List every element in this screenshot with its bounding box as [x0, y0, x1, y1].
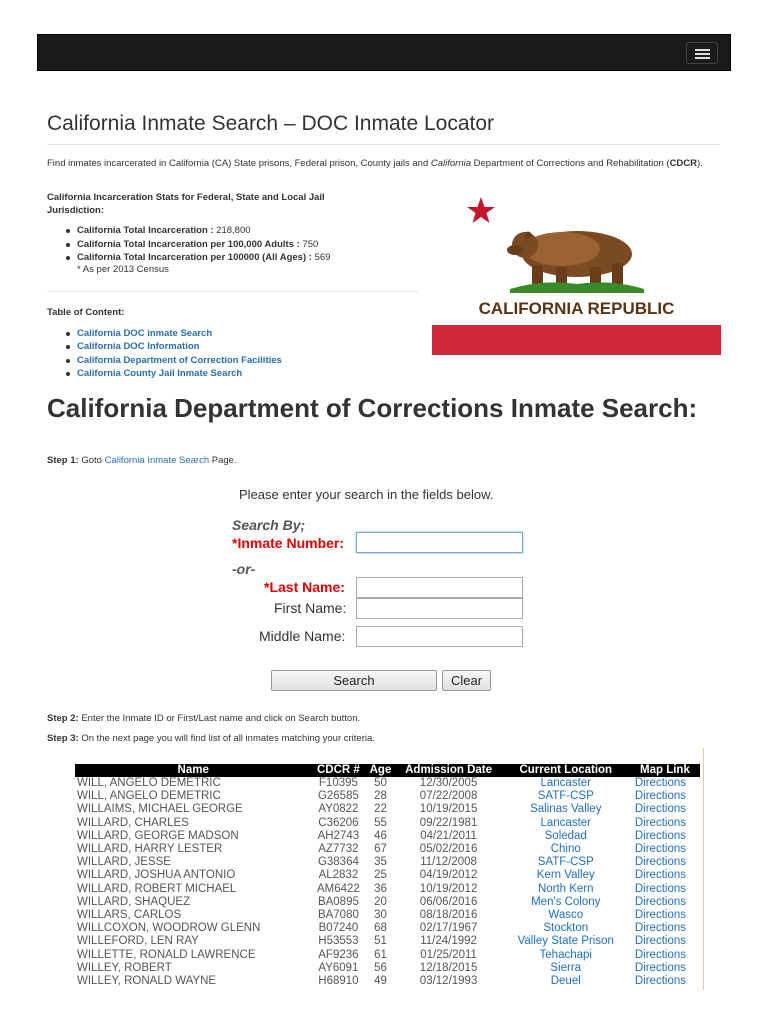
admission-date-cell: 08/18/2016 [419, 909, 478, 922]
table-row [75, 830, 700, 843]
map-directions-link[interactable]: Directions [634, 777, 686, 789]
table-row [75, 790, 700, 803]
or-label: -or- [232, 561, 256, 577]
cdcr-number-cell: AY6091 [318, 961, 359, 974]
inmate-name-cell: WILLEY, RONALD WAYNE [77, 975, 217, 988]
inmate-name-cell: WILLCOXON, WOODROW GLENN [77, 922, 261, 935]
map-directions-link[interactable]: Directions [634, 961, 686, 974]
age-cell: 20 [374, 895, 387, 908]
inmate-name-cell: WILLARD, JESSE [77, 856, 171, 869]
inmate-name-cell: WILLEFORD, LEN RAY [77, 935, 199, 948]
map-directions-link[interactable]: Directions [634, 843, 686, 856]
age-cell: 36 [374, 882, 387, 895]
form-title: Please enter your search in the fields below. [239, 487, 494, 502]
map-directions-link[interactable]: Directions [634, 803, 686, 816]
cdcr-number-cell: B07240 [318, 922, 359, 935]
toc-link-facilities[interactable]: California Department of Correction Facilities [77, 354, 282, 366]
list-item: California Total Incarceration per 100,000 Adults : 750 [66, 238, 330, 252]
inmate-name-cell: WILLARD, JOSHUA ANTONIO [77, 869, 236, 882]
current-location-link[interactable]: Lancaster [540, 777, 592, 789]
svg-text:CALIFORNIA REPUBLIC: CALIFORNIA REPUBLIC [478, 299, 675, 318]
cdcr-number-cell: G26585 [317, 790, 359, 803]
table-row [75, 935, 700, 948]
search-by-label: Search By; [232, 517, 306, 533]
cdcr-number-cell: F10395 [318, 777, 358, 789]
clear-button[interactable]: Clear [442, 670, 491, 691]
table-row [75, 949, 700, 962]
map-directions-link[interactable]: Directions [634, 790, 686, 803]
middle-name-label: Middle Name: [259, 628, 346, 644]
search-button[interactable]: Search [271, 670, 437, 691]
table-row [75, 909, 700, 922]
inmate-name-cell: WILL, ANGELO DEMETRIC [77, 790, 221, 803]
admission-date-cell: 01/25/2011 [420, 948, 477, 961]
top-navbar [37, 34, 731, 71]
age-cell: 22 [374, 803, 387, 816]
hamburger-menu-icon[interactable] [686, 42, 718, 64]
column-header: Current Location [502, 764, 630, 777]
age-cell: 30 [374, 909, 387, 922]
table-row [75, 922, 700, 935]
inmate-name-cell: WILLARD, HARRY LESTER [77, 843, 223, 856]
stats-list [66, 224, 330, 265]
table-row [75, 856, 700, 869]
current-location-link[interactable]: SATF-CSP [537, 790, 594, 803]
map-directions-link[interactable]: Directions [634, 869, 686, 882]
map-directions-link[interactable]: Directions [634, 948, 686, 961]
map-directions-link[interactable]: Directions [634, 909, 686, 922]
admission-date-cell: 04/19/2012 [419, 869, 478, 882]
inmate-name-cell: WILLEY, ROBERT [77, 961, 172, 974]
table-row [75, 975, 700, 988]
current-location-link[interactable]: SATF-CSP [537, 856, 594, 869]
admission-date-cell: 10/19/2012 [419, 882, 478, 895]
table-row [75, 843, 700, 856]
current-location-link[interactable]: Stockton [543, 922, 589, 935]
map-directions-link[interactable]: Directions [634, 816, 686, 829]
inmate-search-link[interactable]: California Inmate Search [104, 455, 210, 466]
current-location-link[interactable]: Wasco [548, 909, 584, 922]
age-cell: 25 [374, 869, 387, 882]
table-row [75, 803, 700, 816]
age-cell: 56 [374, 961, 387, 974]
admission-date-cell: 09/22/1981 [419, 816, 478, 829]
cdcr-number-cell: AY0822 [318, 803, 359, 816]
map-directions-link[interactable]: Directions [634, 882, 686, 895]
section-heading: California Department of Corrections Inmate Search: [47, 393, 698, 423]
cdcr-number-cell: AM6422 [316, 882, 360, 895]
list-item [66, 367, 282, 380]
list-item [66, 354, 282, 367]
current-location-link[interactable]: Chino [550, 843, 581, 856]
cdcr-number-cell: AF9236 [318, 948, 359, 961]
table-header-row [75, 764, 700, 777]
age-cell: 68 [374, 922, 387, 935]
cdcr-number-cell: H68910 [318, 975, 359, 988]
column-header: Name [75, 764, 311, 777]
cdcr-number-cell: AH2743 [317, 829, 360, 842]
cdcr-number-cell: C36206 [318, 816, 359, 829]
current-location-link[interactable]: Deuel [550, 975, 581, 988]
column-header: Map Link [630, 764, 700, 777]
age-cell: 55 [374, 816, 387, 829]
inmate-name-cell: WILLARD, ROBERT MICHAEL [77, 882, 237, 895]
cdcr-number-cell: H53553 [318, 935, 359, 948]
column-header: CDCR # [311, 764, 365, 777]
step1-text: Step 1: Goto California Inmate Search Page. [47, 455, 237, 466]
table-row [75, 883, 700, 896]
table-row [75, 817, 700, 830]
current-location-link[interactable]: Valley State Prison [517, 935, 614, 948]
inmate-name-cell: WILLETTE, RONALD LAWRENCE [77, 948, 256, 961]
census-note: * As per 2013 Census [77, 264, 169, 275]
age-cell: 61 [374, 948, 387, 961]
inmate-name-cell: WILL, ANGELO DEMETRIC [77, 777, 221, 789]
divider [47, 291, 418, 292]
admission-date-cell: 11/24/1992 [420, 935, 477, 948]
table-row [75, 896, 700, 909]
current-location-link[interactable]: Tehachapi [539, 948, 592, 961]
inmate-name-cell: WILLARS, CARLOS [77, 909, 182, 922]
list-item [66, 340, 282, 353]
toc-link-doc-info[interactable]: California DOC Information [77, 341, 200, 353]
age-cell: 28 [374, 790, 387, 803]
inmate-name-cell: WILLARD, CHARLES [77, 816, 189, 829]
inmate-name-cell: WILLARD, GEORGE MADSON [77, 829, 239, 842]
middle-name-input[interactable] [356, 626, 523, 647]
age-cell: 67 [374, 843, 387, 856]
first-name-input[interactable] [356, 598, 523, 619]
current-location-link[interactable]: North Kern [537, 882, 594, 895]
map-directions-link[interactable]: Directions [634, 829, 686, 842]
cdcr-number-cell: BA7080 [317, 909, 359, 922]
last-name-input[interactable] [356, 577, 523, 598]
toc-link-county-jail[interactable]: California County Jail Inmate Search [77, 367, 243, 379]
map-directions-link[interactable]: Directions [634, 856, 686, 869]
admission-date-cell: 10/19/2015 [419, 803, 478, 816]
step2-text: Step 2: Enter the Inmate ID or First/Last name and click on Search button. [47, 713, 361, 724]
list-item: California Total Incarceration : 218,800 [66, 224, 330, 238]
current-location-link[interactable]: Salinas Valley [530, 803, 602, 816]
admission-date-cell: 05/02/2016 [419, 843, 478, 856]
table-row [75, 869, 700, 882]
map-directions-link[interactable]: Directions [634, 922, 686, 935]
current-location-link[interactable]: Sierra [550, 961, 582, 974]
current-location-link[interactable]: Kern Valley [536, 869, 595, 882]
first-name-label: First Name: [274, 600, 347, 616]
cdcr-number-cell: AZ7732 [318, 843, 359, 856]
list-item: California Total Incarceration per 100000 (All Ages) : 569 [66, 251, 330, 265]
last-name-label: *Last Name: [264, 579, 345, 595]
divider [703, 748, 704, 990]
inmate-number-input[interactable] [356, 532, 523, 553]
current-location-link[interactable]: Lancaster [540, 816, 592, 829]
admission-date-cell: 11/12/2008 [420, 856, 477, 869]
current-location-link[interactable]: Soledad [544, 829, 587, 842]
inmate-number-label: *Inmate Number: [232, 535, 345, 551]
inmate-name-cell: WILLARD, SHAQUEZ [77, 895, 191, 908]
step3-text: Step 3: On the next page you will find list of all inmates matching your criteria. [47, 733, 375, 744]
admission-date-cell: 06/06/2016 [419, 895, 478, 908]
age-cell: 49 [374, 975, 387, 988]
toc-link-doc-search[interactable]: California DOC inmate Search [77, 328, 213, 339]
admission-date-cell: 12/30/2005 [419, 777, 478, 789]
admission-date-cell: 04/21/2011 [420, 829, 477, 842]
table-row [75, 777, 700, 790]
cdcr-number-cell: G38364 [317, 856, 359, 869]
age-cell: 50 [374, 777, 387, 789]
admission-date-cell: 12/18/2015 [419, 961, 478, 974]
intro-text: Find inmates incarcerated in California (CA) State prisons, Federal prison, County jails and California Department of Corrections and Rehabilitation (CDCR). [47, 158, 703, 169]
toc-heading: Table of Content: [47, 307, 125, 318]
results-table [75, 764, 700, 988]
age-cell: 35 [374, 856, 387, 869]
column-header: Age [365, 764, 395, 777]
age-cell: 46 [374, 829, 387, 842]
list-item [66, 327, 282, 340]
map-directions-link[interactable]: Directions [634, 975, 686, 988]
cdcr-number-cell: BA0895 [317, 895, 359, 908]
stats-heading: California Incarceration Stats for Federal, State and Local Jail Jurisdiction: [47, 192, 325, 216]
california-flag [432, 187, 721, 355]
admission-date-cell: 02/17/1967 [419, 922, 478, 935]
table-row [75, 962, 700, 975]
admission-date-cell: 07/22/2008 [419, 790, 478, 803]
map-directions-link[interactable]: Directions [634, 895, 686, 908]
age-cell: 51 [374, 935, 387, 948]
cdcr-number-cell: AL2832 [318, 869, 359, 882]
toc-list [66, 327, 282, 380]
map-directions-link[interactable]: Directions [634, 935, 686, 948]
current-location-link[interactable]: Men's Colony [531, 895, 601, 908]
column-header: Admission Date [396, 764, 502, 777]
page-title: California Inmate Search – DOC Inmate Locator [47, 112, 720, 145]
inmate-name-cell: WILLAIMS, MICHAEL GEORGE [77, 803, 243, 816]
admission-date-cell: 03/12/1993 [419, 975, 478, 988]
